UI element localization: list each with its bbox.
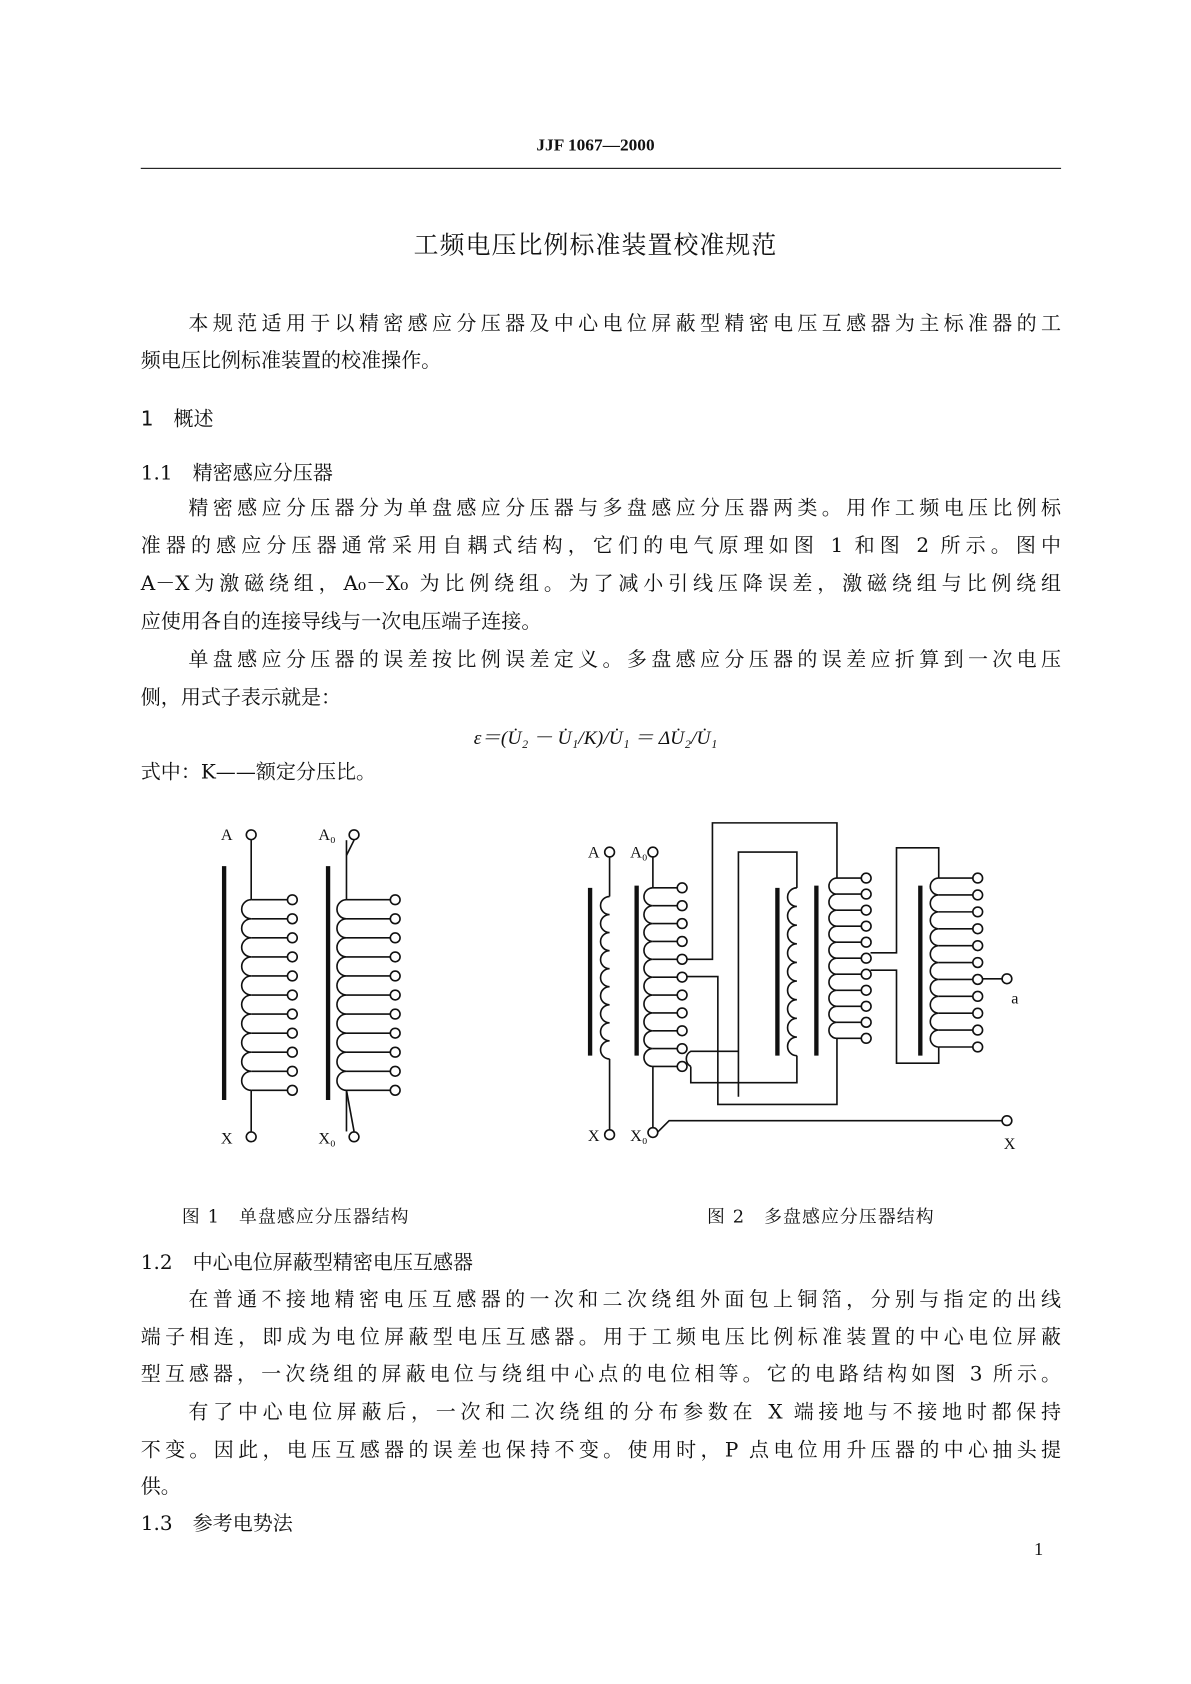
- terminal-circle: [390, 1009, 400, 1019]
- terminal-circle: [677, 919, 687, 929]
- terminal-circle: [861, 969, 871, 979]
- terminal-circle: [677, 1044, 687, 1054]
- terminal-circle: [390, 933, 400, 943]
- terminal-circle: [973, 1025, 983, 1035]
- fig1-label-x0: X₀: [318, 1129, 336, 1148]
- coil-winding: [242, 900, 252, 1091]
- terminal-circle: [287, 990, 297, 1000]
- terminal-circle: [677, 883, 687, 893]
- terminal-circle: [1002, 1116, 1012, 1126]
- wire: [346, 840, 354, 855]
- terminal-circle: [287, 895, 297, 905]
- terminal-circle: [287, 971, 297, 981]
- wire: [686, 1051, 738, 1066]
- terminal-circle: [677, 1026, 687, 1036]
- terminal-circle: [390, 895, 400, 905]
- figure-1-diagram: [224, 830, 400, 1142]
- terminal-circle: [287, 914, 297, 924]
- error-formula: ε＝(U̇₂ － U̇₁/K)/U̇₁ ＝ ΔU̇₂/U̇₁: [473, 726, 718, 749]
- terminal-circle: [246, 830, 256, 840]
- terminal-circle: [390, 1066, 400, 1076]
- wire: [691, 1056, 797, 1083]
- coil-winding: [644, 888, 653, 1067]
- terminal-circle: [648, 847, 658, 857]
- para-line: 供。: [140, 1475, 181, 1499]
- para-line: A－X为激磁绕组，A₀－X₀ 为比例绕组。为了减小引线压降误差，激磁绕组与比例绕组: [140, 572, 1062, 596]
- document-title: 工频电压比例标准装置校准规范: [413, 231, 778, 260]
- standard-code-header: JJF 1067—2000: [536, 136, 655, 155]
- para-line: 有了中心电位屏蔽后，一次和二次绕组的分布参数在 X 端接地与不接地时都保持: [188, 1401, 1062, 1424]
- terminal-circle: [605, 847, 615, 857]
- para-line: 端子相连，即成为电位屏蔽型电压互感器。用于工频电压比例标准装置的中心电位屏蔽: [140, 1326, 1062, 1350]
- terminal-circle: [973, 873, 983, 883]
- figure-2-diagram: [587, 823, 1012, 1140]
- terminal-circle: [677, 1008, 687, 1018]
- para-line: 应使用各自的连接导线与一次电压端子连接。: [140, 610, 542, 634]
- terminal-circle: [677, 937, 687, 947]
- fig1-label-x: X: [220, 1129, 233, 1148]
- section-1-3-heading: 1.3 参考电势法: [140, 1512, 293, 1536]
- wire: [657, 1121, 1001, 1133]
- terminal-circle: [287, 1085, 297, 1095]
- fig2-label-x: X: [587, 1127, 600, 1146]
- terminal-circle: [390, 1028, 400, 1038]
- terminal-circle: [973, 1008, 983, 1018]
- terminal-circle: [861, 905, 871, 915]
- para-line: 准器的感应分压器通常采用自耦式结构，它们的电气原理如图 1 和图 2 所示。图中: [140, 534, 1062, 558]
- para-line: 不变。因此，电压互感器的误差也保持不变。使用时，P 点电位用升压器的中心抽头提: [140, 1438, 1062, 1462]
- para-line: 在普通不接地精密电压互感器的一次和二次绕组外面包上铜箔，分别与指定的出线: [188, 1288, 1062, 1312]
- terminal-circle: [287, 933, 297, 943]
- terminal-circle: [648, 1128, 658, 1138]
- figure-2-caption: 图 2 多盘感应分压器结构: [707, 1206, 935, 1227]
- terminal-circle: [677, 1062, 687, 1072]
- terminal-circle: [677, 901, 687, 911]
- para-line: 单盘感应分压器的误差按比例误差定义。多盘感应分压器的误差应折算到一次电压: [188, 648, 1062, 672]
- terminal-circle: [390, 971, 400, 981]
- terminal-circle: [861, 1033, 871, 1043]
- intro-line-1: 本规范适用于以精密感应分压器及中心电位屏蔽型精密电压互感器为主标准器的工: [188, 312, 1062, 336]
- para-line: 精密感应分压器分为单盘感应分压器与多盘感应分压器两类。用作工频电压比例标: [188, 496, 1062, 520]
- section-1-heading: 1 概述: [140, 408, 214, 431]
- terminal-circle: [246, 1132, 256, 1142]
- terminal-circle: [973, 991, 983, 1001]
- para-line: 侧，用式子表示就是：: [140, 686, 342, 710]
- wire: [346, 1090, 354, 1131]
- terminal-circle: [390, 1047, 400, 1057]
- para-line: 型互感器，一次绕组的屏蔽电位与绕组中心点的电位相等。它的电路结构如图 3 所示。: [140, 1363, 1062, 1386]
- fig2-label-x0: X₀: [630, 1127, 648, 1146]
- terminal-circle: [287, 1066, 297, 1076]
- wire: [871, 848, 939, 953]
- terminal-circle: [287, 1047, 297, 1057]
- coil-winding: [337, 900, 347, 1091]
- terminal-circle: [973, 924, 983, 934]
- coil-winding: [829, 878, 837, 1038]
- coil-winding: [930, 878, 938, 1047]
- terminal-circle: [861, 937, 871, 947]
- figure-1-caption: 图 1 单盘感应分压器结构: [181, 1206, 410, 1227]
- wire: [871, 970, 939, 1063]
- section-1-1-heading: 1.1 精密感应分压器: [140, 462, 333, 486]
- fig1-label-a0: A₀: [318, 826, 336, 845]
- formula-where: 式中：K——额定分压比。: [140, 761, 377, 784]
- terminal-circle: [605, 1130, 615, 1140]
- terminal-circle: [349, 1132, 359, 1142]
- section-1-2-heading: 1.2 中心电位屏蔽型精密电压互感器: [140, 1251, 474, 1275]
- terminal-circle: [973, 975, 983, 985]
- terminal-circle: [390, 914, 400, 924]
- terminal-circle: [973, 941, 983, 951]
- terminal-circle: [287, 1009, 297, 1019]
- terminal-circle: [861, 1001, 871, 1011]
- terminal-circle: [973, 907, 983, 917]
- fig2-label-a: A: [587, 843, 600, 862]
- page-number: 1: [1034, 1538, 1044, 1560]
- terminal-circle: [349, 830, 359, 840]
- fig2-label-a0: A₀: [630, 843, 648, 862]
- coil-winding: [601, 897, 610, 1059]
- fig2-label-output: a: [1011, 989, 1019, 1008]
- intro-line-2: 频电压比例标准装置的校准操作。: [140, 349, 442, 373]
- fig1-label-a: A: [220, 826, 233, 845]
- terminal-circle: [677, 954, 687, 964]
- terminal-circle: [390, 1085, 400, 1095]
- terminal-circle: [861, 985, 871, 995]
- terminal-circle: [973, 958, 983, 968]
- terminal-circle: [861, 873, 871, 883]
- terminal-circle: [861, 1017, 871, 1027]
- terminal-circle: [390, 952, 400, 962]
- terminal-circle: [861, 953, 871, 963]
- fig2-label-xout: X: [1003, 1134, 1016, 1153]
- terminal-circle: [677, 990, 687, 1000]
- terminal-circle: [677, 972, 687, 982]
- terminal-circle: [287, 952, 297, 962]
- terminal-circle: [973, 890, 983, 900]
- coil-winding: [788, 888, 797, 1056]
- terminal-circle: [861, 889, 871, 899]
- terminal-circle: [973, 1042, 983, 1052]
- terminal-circle: [287, 1028, 297, 1038]
- terminal-circle: [1002, 974, 1012, 984]
- terminal-circle: [390, 990, 400, 1000]
- terminal-circle: [861, 921, 871, 931]
